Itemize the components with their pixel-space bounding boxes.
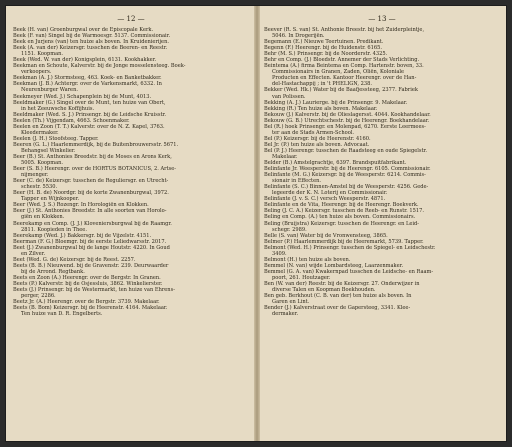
- entry-continuation: 3409.: [272, 250, 287, 257]
- entry-list: [13, 27, 249, 317]
- directory-entry: Beerman (F. G.) Bloemgr. bij de eerste Leliedwarsstr. 2017.: [13, 238, 167, 245]
- entry-continuation: Garen en Lint.: [272, 299, 310, 306]
- entry-continuation: perger, 2286.: [21, 293, 56, 300]
- directory-entry: Beer (J.) St. Anthonies Breedstr. In alle soorten van Horolo-: [13, 208, 167, 215]
- directory-entry: Belder (B.) Amstelgrachtje, 6397. Brandspuitfabrikant.: [264, 160, 407, 167]
- left-page: [13, 14, 249, 434]
- directory-entry: Bemmel (G. A. van) Kwakernpad tusschen de Leidsche- en Raam-: [264, 268, 434, 275]
- entry-continuation: Tapper en Wijnkooper.: [21, 196, 80, 203]
- directory-entry: Beelen (Th.) Vijgendam, 4663. Schoenmaker.: [13, 117, 130, 124]
- directory-entry: Beets (P.) Kalverstr. bij de Osjessluis, 3862. Winkelierster.: [13, 280, 163, 287]
- directory-entry: Beek (A. van der) Keizersgr. tusschen de Beeren- en Reestr.: [13, 45, 168, 52]
- directory-entry: Beets (B. Bom) Keizersgr. bij de Heerenstr. 4164. Makelaar.: [13, 305, 168, 312]
- entry-continuation: diverse Talen en Koopman Boekhouden.: [272, 287, 376, 294]
- entry-continuation: 2811. Koopieden in Thee.: [21, 226, 87, 233]
- directory-entry: Bel Jr. (P.) ten huize als boven. Advocaat.: [264, 141, 370, 148]
- directory-entry: Beeldmaker (Wed. S. J.) Prinsengr. bij de Leidsche Kruisstr.: [13, 111, 167, 118]
- directory-entry: Beelen en Zoon (T. T.) Kalverstr. over de N. Z. Kapel, 3763.: [13, 123, 165, 130]
- entry-continuation: schestr. 5530.: [21, 184, 58, 191]
- entry-continuation: en Zilver.: [21, 250, 46, 257]
- directory-entry: Beer (S. B.) Heerengr. over de HORTUS BOTANICUS, 2. Artse-: [13, 166, 176, 173]
- directory-entry: Belmont (Wed. H.) Prinsengr. tusschen de Spiegel- en Leidschestr.: [264, 244, 436, 251]
- entry-continuation: 5005. Koopman.: [21, 160, 64, 167]
- directory-entry: Beerekamp en Comp. (J. J.) Kloveniersburgwal bij de Raamgr.: [13, 220, 172, 227]
- directory-entry: Belle (S. van) Water bij de Vronwensteeg, 3865.: [264, 232, 388, 239]
- entry-continuation: Behangsel Winkelier.: [21, 147, 76, 154]
- entry-continuation: Neurenburger Waren.: [21, 87, 78, 94]
- directory-entry: Belmer (P.) Haarlemmerdijk bij de Heeremarkt, 5739. Tapper.: [264, 238, 424, 245]
- directory-entry: Beer (B.) St. Anthonies Breedstr. bij de Moses en Arons Kerk,: [13, 153, 172, 160]
- page-number: — 13 —: [368, 15, 396, 23]
- directory-entry: Bekouw (G. B.) Utrechtschestr. bij de Heerengr. Boekhandelaar.: [264, 117, 430, 124]
- directory-entry: Beekman en Schoute, Kalverstr. bij de Jonge mosselensteeg. Boek-: [13, 63, 186, 70]
- directory-entry: Beer (H. B. de) Noordgr. bij de korte Zwanenburgwal, 3972.: [13, 190, 169, 197]
- directory-entry: Beekmeyer (Wed. J.) Schapenplein bij de Munt, 4013.: [13, 93, 152, 100]
- entry-continuation: Kleedermaker.: [21, 129, 59, 136]
- entry-continuation: dermaker.: [272, 311, 299, 318]
- directory-entry: Beintema (A.) firma Beintema en Comp. Hartenstr. boven, 33.: [264, 63, 424, 70]
- directory-entry: Beet (J.) Zwanenburgwal bij de lange Houtstr. 4220. In Goud: [13, 244, 170, 251]
- directory-entry: Behr en Comp. (J.) Bloedstr. Annemer der Stads Verlichting.: [264, 57, 420, 64]
- entry-continuation: Producten en Effecten. Kantoor Heerengr. over de Han-: [272, 75, 417, 82]
- directory-entry: Beerekamp (Wed. J.) Bakkersgr. bij de Vijzelstr. 4151.: [13, 232, 152, 239]
- entry-continuation: bij de Arrond. Regtbank.: [21, 268, 85, 275]
- entry-continuation: giën en Klokken.: [21, 214, 65, 221]
- entry-list: [264, 27, 500, 317]
- directory-entry: Beer (Wed. J. S.) Rozengr. In Horologiën en Klokken.: [13, 202, 149, 209]
- directory-entry: Beelen (J. H.) Stoofsteeg. Tapper.: [13, 135, 99, 142]
- directory-entry: Beekman (A. J.) Stormsteeg, 463. Koek- en Banketbakker.: [13, 75, 162, 82]
- directory-entry: Beets en Zoon (A.) Heerengr. over de Bergstr. In Granen.: [13, 274, 161, 281]
- directory-entry: Bekking (R.) Ten huize als boven. Makelaar.: [264, 105, 378, 112]
- entry-continuation: del-Hastachappij ; in 't PHELIGN, 238.: [272, 81, 373, 88]
- directory-entry: Bender (J.) Kalverstraat over de Gapersteeg, 3341. Klee-: [264, 305, 411, 312]
- directory-entry: Bel (P.) Keizersgr. bij de Heerenstr. 4160.: [264, 135, 371, 142]
- directory-entry: Begemann (E.) Nieuwe Teertuinen. Predikant.: [264, 39, 384, 46]
- directory-entry: Ben (W. van der) Reestr. bij de Keizersgr. 27. Onderwijzer in: [264, 280, 420, 287]
- directory-entry: Bel (R.) hoek Prinsengr. en Molenpad, 6270. Eerste Leermees-: [264, 123, 426, 130]
- entry-continuation: schegr. 2989.: [272, 226, 307, 233]
- directory-entry: Belinfante Jr. Weesperstr. bij de Heerengr. 6105. Commissionair.: [264, 166, 431, 173]
- entry-continuation: Ten huize van D. R. Engelberts.: [21, 311, 103, 318]
- directory-entry: Beever (R. S. van) St. Anthonie Breestr. bij het Zuiderpleintje,: [264, 27, 425, 33]
- directory-entry: Beek (F. van) Singel bij de Warmoesgr. 5137. Commissionair.: [13, 33, 171, 40]
- directory-entry: Belinfante en de Vita, Heerengr. bij de Heerengr. Boekverk.: [264, 202, 419, 209]
- entry-continuation: 5046. In Drogerijën.: [272, 33, 325, 40]
- directory-entry: Beek (Wed. W. van der) Konigsplein, 6131. Kookhakker.: [13, 57, 157, 64]
- directory-entry: Beets (B. B.) Nieuwend. bij de Gravenstr. 239. Deurwaarder: [13, 262, 169, 269]
- directory-entry: Bemmel (N. van) wijde Lombardsteeg, Laarzenmaker.: [264, 262, 404, 269]
- directory-entry: Ben geb. Berkhout (C. B. van der) ten huize als boven. In: [264, 293, 412, 300]
- directory-entry: Bekking (A. J.) Laurierge. bij de Prinsengr. 9. Makelaar.: [264, 99, 408, 106]
- book-gutter: [254, 6, 260, 441]
- entry-continuation: nijmenger.: [21, 172, 49, 179]
- entry-continuation: poort, 261. Houtzager.: [272, 274, 331, 281]
- directory-entry: Beets (J.) Prinsengr. bij de Westermarkt, ten huize van Ehrens-: [13, 287, 175, 294]
- right-page: [264, 14, 500, 434]
- entry-continuation: sionair in Effecten.: [272, 178, 322, 185]
- directory-entry: Beek en Jurjens (van) ten huize als boven. In Kruidenierijen.: [13, 39, 169, 46]
- directory-entry: Begenn (F.) Heerengr. bij de Huidenstr. 6165.: [264, 45, 382, 52]
- directory-entry: Beling (J. C. A.) Keizersgr. tusschen de Reeb- en Runstr. 1517.: [264, 208, 424, 215]
- directory-entry: Beeren (G. L.) Haarlemmerdijk, bij de Buitenbrouwersstr. 5671.: [13, 141, 179, 148]
- entry-continuation: ter aan de Stads Armen-School.: [272, 129, 355, 136]
- entry-continuation: in het Zeeuwsche Koffijhuis.: [21, 105, 95, 112]
- directory-entry: Belinfante (M. G.) Keizersgr. bij de Weesperstr. 6214. Commis-: [264, 172, 426, 179]
- entry-continuation: Commissionairs in Granen, Zaden, Oliën, Koloniale: [272, 69, 405, 76]
- directory-entry: Beeldmaker (G.) Singel over de Munt, ten huize van Obert,: [13, 99, 166, 106]
- directory-entry: Behr (M. S.) Prinsengr. bij de Noorderstr. 4325.: [264, 51, 388, 58]
- entry-continuation: verkoopers.: [21, 69, 52, 76]
- entry-continuation: 1151. Koopman.: [21, 51, 64, 58]
- directory-entry: Beetz Jr. (A.) Heerengr. over de Bergstr. 3739. Makelaar.: [13, 299, 160, 306]
- directory-entry: Belinfante (J. v. S. C.) versch Weesperstr. 4871.: [264, 196, 386, 203]
- open-book: [6, 6, 506, 441]
- directory-entry: Beling (Bruijstra) Keizersgr. tusschen de Heerengr. en Leid-: [264, 220, 419, 227]
- directory-entry: Beekman (J. B.) Achtergr. over de Varkensmarkt, 6332. In: [13, 81, 162, 88]
- entry-continuation: legeerde der K. N. Loterij en Commissionair.: [272, 190, 388, 197]
- entry-continuation: van Polissen.: [272, 93, 306, 100]
- entry-continuation: Makelaar.: [272, 153, 298, 160]
- directory-entry: Beek (H. van) Groenburgwal over de Episcopale Kerk.: [13, 27, 154, 33]
- directory-entry: Beer (C. de) Keizersgr. tusschen de Reguliersgr. en Utrecht-: [13, 178, 169, 185]
- directory-entry: Bel (P. J.) Heerengr. tusschen de Raadsteeg en oude Spiegelstr.: [264, 147, 428, 154]
- directory-entry: Belmont (H.) ten huize als boven.: [264, 256, 351, 263]
- directory-entry: Belinfante (S. C.) Binnen-Amstel bij de Weesperstr. 4256. Gede-: [264, 184, 429, 191]
- directory-entry: Bekouw (J.) Kalverstr. bij de Olieslagersst. 4044. Kookhandelaar.: [264, 111, 431, 118]
- page-number: — 12 —: [117, 15, 145, 23]
- directory-entry: Bekker (Wed. Hk.) Water bij de Baafjessteeg, 2377. Fabriek: [264, 87, 418, 94]
- directory-entry: Beet (Wed. G. de) Keizersgr. bij de Reest. 2257.: [13, 256, 136, 263]
- directory-entry: Beling en Comp. (A.) ten huize als boven. Commissionairs.: [264, 214, 416, 221]
